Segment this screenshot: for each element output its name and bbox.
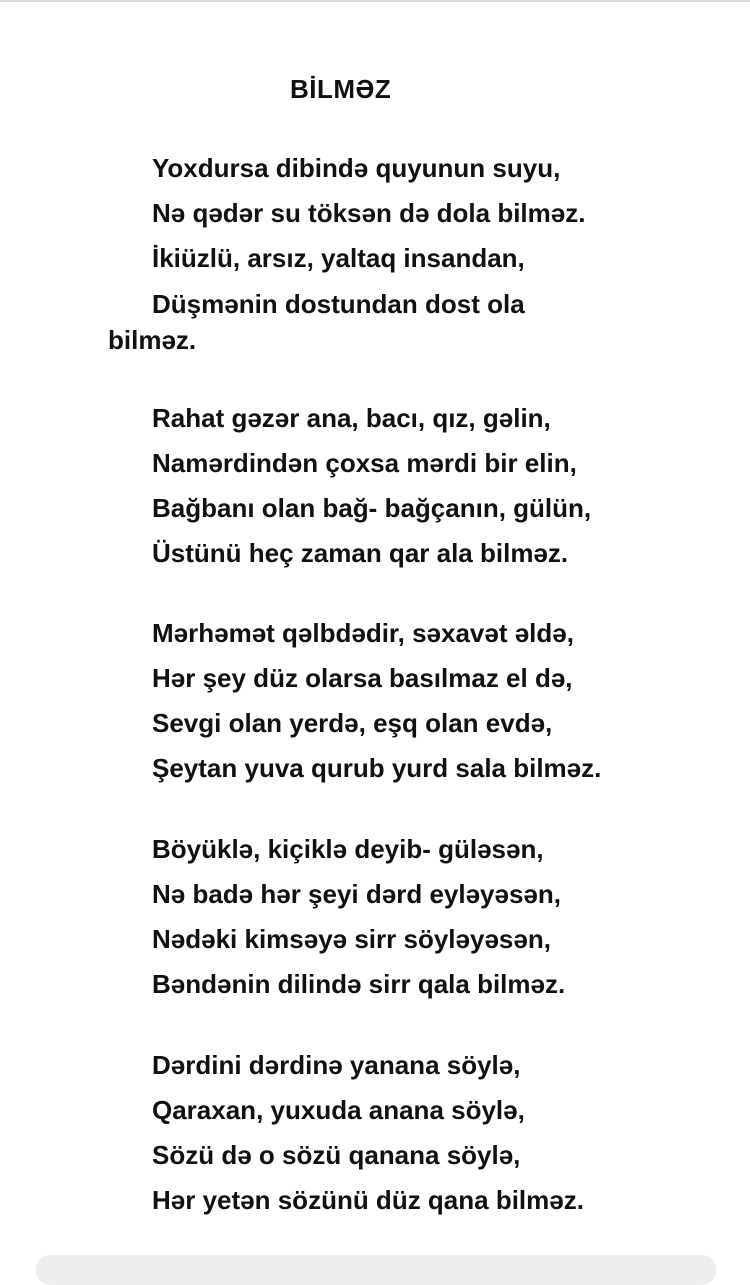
poem-line: Rahat gəzər ana, bacı, qız, gəlin,	[152, 403, 551, 433]
poem-line: Hər şey düz olarsa basılmaz el də,	[152, 663, 573, 693]
poem-line: Nə qədər su töksən də dola bilməz.	[152, 198, 586, 228]
poem-line: Namərdindən çoxsa mərdi bir elin,	[152, 448, 577, 478]
top-divider	[0, 0, 750, 2]
stanza-4	[108, 827, 708, 1007]
poem-line: Hər yetən sözünü düz qana bilməz.	[152, 1185, 584, 1215]
stanza-3	[108, 611, 708, 791]
poem-line: Nədəki kimsəyə sirr söyləyəsən,	[152, 924, 551, 954]
poem-line: Qaraxan, yuxuda anana söylə,	[152, 1095, 525, 1125]
poem-line: Düşmənin dostundan dost ola bilməz.	[108, 289, 525, 355]
bottom-toolbar	[36, 1255, 716, 1285]
stanza-2	[108, 396, 708, 576]
stanza-5	[108, 1043, 708, 1223]
poem-line: Üstünü heç zaman qar ala bilməz.	[152, 538, 569, 568]
poem-title: BİLMƏZ	[290, 74, 392, 104]
stanza-1	[108, 146, 708, 358]
poem-line: Sevgi olan yerdə, eşq olan evdə,	[152, 708, 553, 738]
poem-line: Şeytan yuva qurub yurd sala bilməz.	[152, 753, 602, 783]
poem-line: Mərhəmət qəlbdədir, səxavət əldə,	[152, 618, 574, 648]
poem-line: Dərdini dərdinə yanana söylə,	[152, 1050, 521, 1080]
poem-line: Sözü də o sözü qanana söylə,	[152, 1140, 521, 1170]
poem-line: Bəndənin dilində sirr qala bilməz.	[152, 969, 566, 999]
poem-line: Nə badə hər şeyi dərd eyləyəsən,	[152, 879, 561, 909]
poem-line: İkiüzlü, arsız, yaltaq insandan,	[152, 243, 525, 273]
poem-line: Böyüklə, kiçiklə deyib- güləsən,	[152, 834, 544, 864]
poem-line: Yoxdursa dibində quyunun suyu,	[152, 153, 561, 183]
poem-line: Bağbanı olan bağ- bağçanın, gülün,	[152, 493, 592, 523]
